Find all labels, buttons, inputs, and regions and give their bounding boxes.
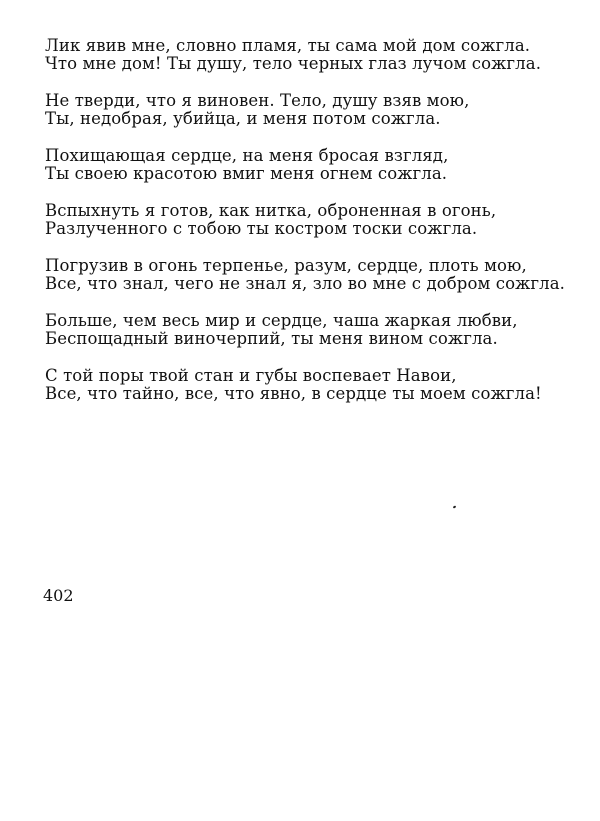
page-number: 402 bbox=[43, 586, 74, 605]
stanza-4 bbox=[45, 202, 565, 237]
poem-line: Похищающая сердце, на меня бросая взгляд, bbox=[45, 146, 449, 165]
stanza-3 bbox=[45, 147, 565, 182]
poem-line: Разлученного с тобою ты костром тоски сожгла. bbox=[45, 218, 478, 238]
poem-line: Ты, недобрая, убийца, и меня потом сожгла. bbox=[45, 108, 441, 128]
poem-line: Погрузив в огонь терпенье, разум, сердце, плоть мою, bbox=[45, 256, 527, 275]
stanza-2 bbox=[45, 92, 565, 127]
ink-speck bbox=[453, 505, 457, 508]
poem-line: Вспыхнуть я готов, как нитка, оброненная в огонь, bbox=[45, 201, 497, 220]
poem-line: С той поры твой стан и губы воспевает Навои, bbox=[45, 366, 457, 385]
poem-line: Ты своею красотою вмиг меня огнем сожгла. bbox=[45, 163, 448, 183]
poem-line: Беспощадный виночерпий, ты меня вином сожгла. bbox=[45, 328, 498, 348]
stanza-5 bbox=[45, 257, 565, 292]
stanza-1 bbox=[45, 37, 565, 72]
poem bbox=[45, 37, 565, 422]
stanza-6 bbox=[45, 312, 565, 347]
poem-line: Что мне дом! Ты душу, тело черных глаз лучом сожгла. bbox=[45, 53, 542, 73]
stanza-7 bbox=[45, 367, 565, 402]
poem-line: Не тверди, что я виновен. Тело, душу взяв мою, bbox=[45, 91, 470, 110]
poem-line: Больше, чем весь мир и сердце, чаша жаркая любви, bbox=[45, 311, 518, 330]
poem-line: Лик явив мне, словно пламя, ты сама мой дом сожгла. bbox=[45, 36, 531, 55]
poem-line: Все, что знал, чего не знал я, зло во мне с добром сожгла. bbox=[45, 273, 566, 293]
poem-line: Все, что тайно, все, что явно, в сердце ты моем сожгла! bbox=[45, 383, 542, 403]
